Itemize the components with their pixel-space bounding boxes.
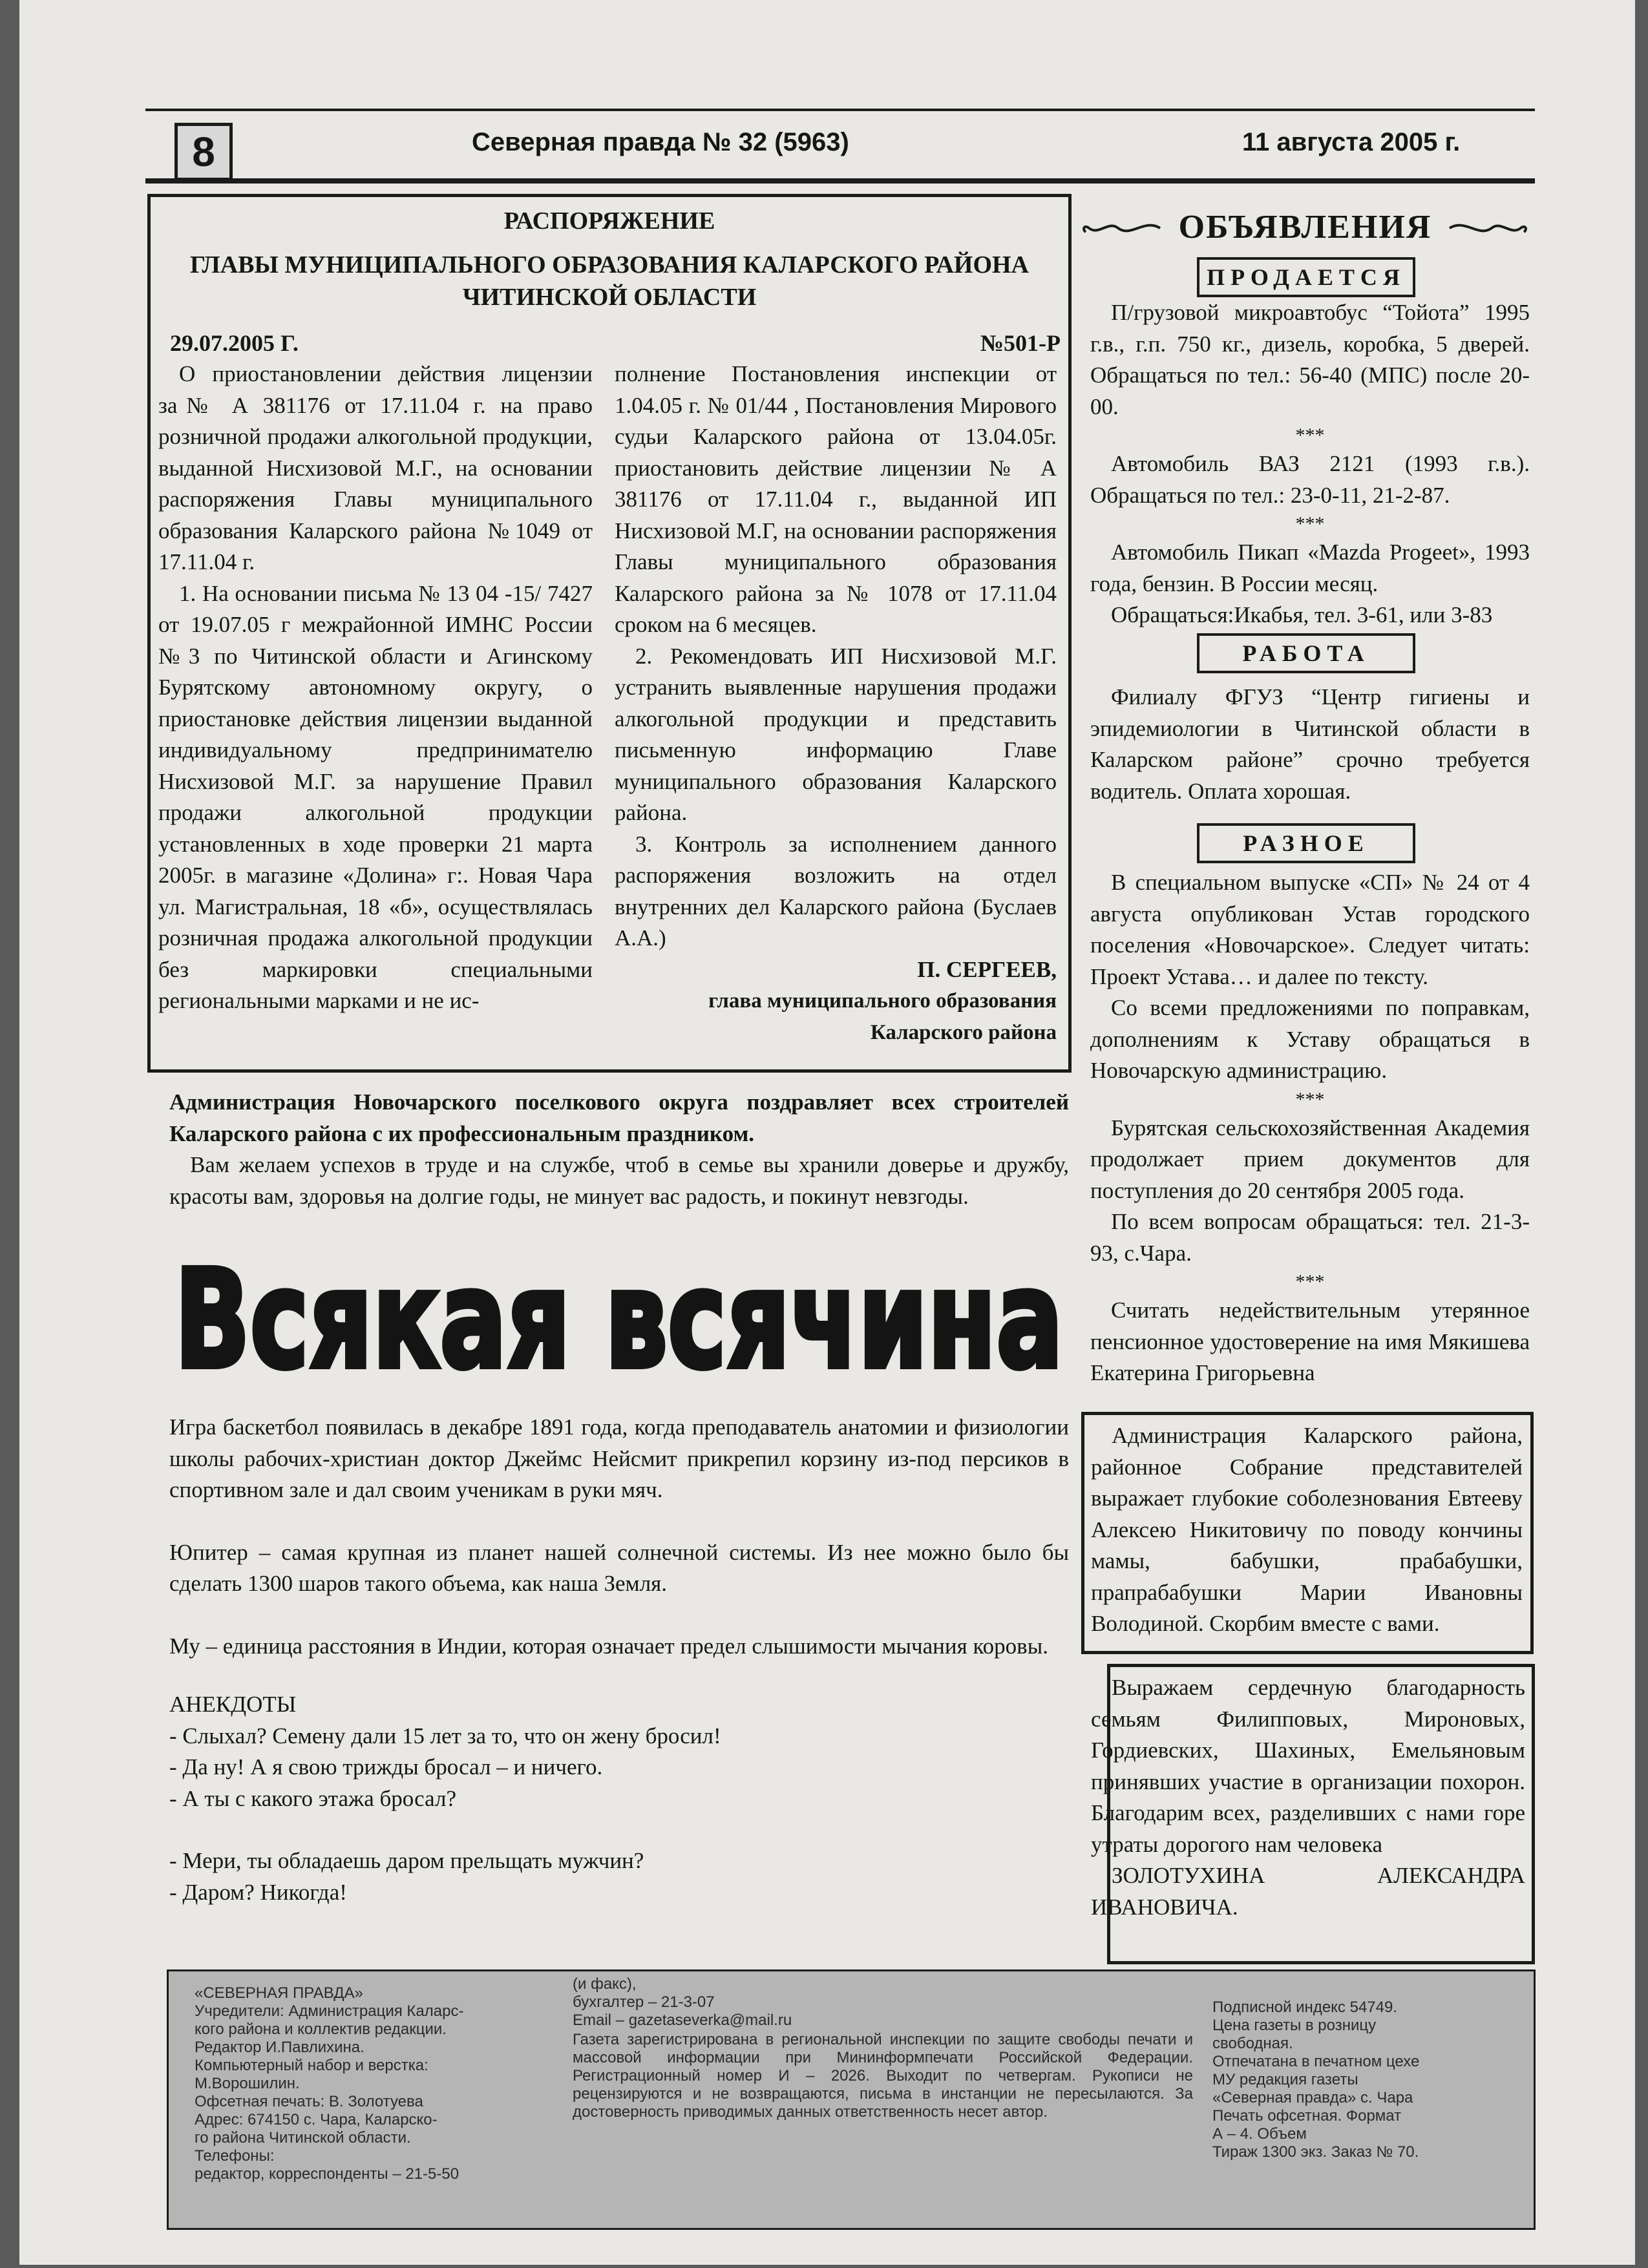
ornament-left-icon xyxy=(1079,215,1163,241)
order-paragraph: полнение Постановления инспекции от 1.04.05 г. № 01/44 , Постановления Мирового судьи Каларского района от 13.04.05г. приостановить действие лицензии № А 381176 от 17.11.04 г., выданной ИП Нисхизовой М.Г, на основании распоряжения Главы муниципального образования Каларского района за № 1078 от 17.11.04 сроком на 6 месяцев. xyxy=(615,361,1057,637)
imprint-registration: Газета зарегистрирована в региональной инспекции по защите свободы печати и массовой информации при Мининформпечати Российской Федерации. Регистрационный номер И – 2026. Выходит по четвергам. Рукописи не рецензируются и не возвращаются, письма в инстанции не пересылаются. За достоверность приводимых данных ответственность несет автор. xyxy=(573,2031,1193,2121)
joke-line: - А ты с какого этажа бросал? xyxy=(169,1785,456,1811)
order-paragraph: 3. Контроль за исполнением данного распоряжения возложить на отдел внутренних дел Каларского района (Буслаев А.А.) xyxy=(615,831,1057,950)
misc-paragraph: Игра баскетбол появилась в декабре 1891 года, когда преподаватель анатомии и физиологии школы рабочих-христиан доктор Джеймс Нейсмит прикрепил корзину из-под персиков в спортивном зале и дал своим ученикам в руки мяч. xyxy=(169,1414,1069,1502)
misc-paragraph: Юпитер – самая крупная из планет нашей солнечной системы. Из нее можно было бы сделать 1300 шаров такого объема, как наша Земля. xyxy=(169,1539,1069,1596)
misc-paragraph: Му – единица расстояния в Индии, которая означает предел слышимости мычания коровы. xyxy=(169,1633,1048,1659)
order-region: ЧИТИНСКОЙ ОБЛАСТИ xyxy=(462,284,757,311)
greeting-heading: Администрация Новочарского поселкового округа поздравляет всех строителей Каларского района с их профессиональным праздником. xyxy=(169,1089,1069,1146)
separator-stars: *** xyxy=(1295,513,1325,534)
misc-headline xyxy=(174,1250,1066,1399)
condolence-text: Администрация Каларского района, районное Собрание представителей выражает глубокие соболезнования Евтееву Алексею Никитовичу по поводу кончины мамы, бабушки, прабабушки, прапрабабушки Марии Ивановны Володиной. Скорбим вместе с вами. xyxy=(1091,1423,1523,1636)
ads-sale-block xyxy=(1090,297,1530,631)
ads-work-block xyxy=(1090,682,1530,807)
order-subtitle: ГЛАВЫ МУНИЦИПАЛЬНОГО ОБРАЗОВАНИЯ КАЛАРСКОГО РАЙОНА xyxy=(189,251,1029,278)
joke-line: - Да ну! А я свою трижды бросал – и ничего. xyxy=(169,1754,603,1780)
joke-line: - Мери, ты обладаешь даром прельщать мужчин? xyxy=(169,1848,644,1873)
ads-title-bar xyxy=(1079,205,1532,251)
condolence-box xyxy=(1081,1412,1534,1654)
joke-line: - Слыхал? Семену дали 15 лет за то, что он жену бросил! xyxy=(169,1723,721,1748)
order-paragraph: 1. На основании письма № 13 04 -15/ 7427 от 19.07.05 г межрайонной ИМНС России №3 по Читинской области и Агинскому Бурятскому автономному округу, о приостановке действия лицензии выданной индивидуальному предпринимателю Нисхизовой М.Г. за нарушение Правил продажи алкогольной продукции установленных в ходе проверки 21 марта 2005г. в магазине «Долина» г:. Новая Чара ул. Магистральная, 18 «б», осуществлялась розничная продажа алкогольной продукции без маркировки специальными региональными марками и не ис- xyxy=(158,580,593,1013)
newspaper-page xyxy=(19,0,1635,2265)
ad-text: Автомобиль ВАЗ 2121 (1993 г.в.). Обращаться по тел.: 23-0-11, 21-2-87. xyxy=(1090,451,1530,508)
ad-text: Бурятская сельскохозяйственная Академия продолжает прием документов для поступления до 20 сентября 2005 года. xyxy=(1090,1115,1530,1203)
imprint-contacts: (и факс), бухгалтер – 21-3-07 Email – gazetaseverka@mail.ru xyxy=(573,1975,792,2029)
thanks-box xyxy=(1091,1664,1535,1964)
order-number: №501-Р xyxy=(980,330,1061,356)
jokes-title: АНЕКДОТЫ xyxy=(169,1692,297,1717)
svg-text:Всякая всячина: Всякая всячина xyxy=(174,1250,1063,1399)
order-paragraph: 2. Рекомендовать ИП Нисхизовой М.Г. устранить выявленные нарушения продажи алкогольной продукции и представить письменную информацию Главе муниципального образования Каларского района. xyxy=(615,643,1057,825)
separator-stars: *** xyxy=(1295,425,1325,446)
ornament-right-icon xyxy=(1446,215,1530,241)
ad-text: В специальном выпуске «СП» № 24 от 4 августа опубликован Устав городского поселения «Новочарское». Следует читать: Проект Устава… и далее по тексту. xyxy=(1090,870,1530,989)
ad-text: Со всеми предложениями по поправкам, дополнениям к Уставу обращаться в Новочарскую администрацию. xyxy=(1090,995,1530,1083)
thanks-text-wrap xyxy=(1091,1672,1525,1923)
order-signer-title: глава муниципального образования xyxy=(708,989,1057,1013)
imprint-box xyxy=(167,1969,1536,2230)
section-misc-label: РАЗНОЕ xyxy=(1197,823,1415,863)
greeting-block xyxy=(169,1087,1069,1212)
ad-text: Обращаться:Икабья, тел. 3-61, или 3-83 xyxy=(1111,602,1493,627)
order-signer-title: Каларского района xyxy=(870,1020,1057,1044)
greeting-text: Вам желаем успехов в труде и на службе, чтоб в семье вы хранили доверье и дружбу, красоты вам, здоровья на долгие годы, не минует вас радость, и покинут невзгоды. xyxy=(169,1152,1069,1209)
section-sale-label: ПРОДАЕТСЯ xyxy=(1197,257,1415,297)
ad-text: Автомобиль Пикап «Mazda Progeet», 1993 года, бензин. В России месяц. xyxy=(1090,540,1530,596)
order-right-column xyxy=(615,359,1057,1048)
ads-title: ОБЪЯВЛЕНИЯ xyxy=(1178,209,1432,246)
masthead: Северная правда № 32 (5963) xyxy=(472,128,849,156)
issue-date: 11 августа 2005 г. xyxy=(1242,128,1461,156)
misc-block xyxy=(169,1412,1069,1908)
imprint-left: «СЕВЕРНАЯ ПРАВДА» Учредители: Администрация Каларс- кого района и коллектив редакции. Редактор И.Павлихина. Компьютерный набор и верстка: М.Ворошилин. Офсетная печать: В. Золотуева Адрес: 674150 с. Чара, Каларско- го района Читинской области. Телефоны: редактор, корреспонденты – 21-5-50 xyxy=(195,1984,464,2183)
separator-stars: *** xyxy=(1295,1271,1325,1292)
section-work-label: РАБОТА xyxy=(1197,633,1415,673)
order-left-column xyxy=(158,359,593,1017)
order-date: 29.07.2005 Г. xyxy=(170,330,299,356)
header-top-rule xyxy=(145,109,1535,111)
order-title: РАСПОРЯЖЕНИЕ xyxy=(503,207,715,235)
joke-line: - Даром? Никогда! xyxy=(169,1879,347,1905)
thanks-text: Выражаем сердечную благодарность семьям Филипповых, Мироновых, Гордиевских, Шахиных, Емельяновым принявших участие в организации похорон. Благодарим всех, разделивших с нами горе утраты дорогого нам человека xyxy=(1091,1675,1525,1857)
ad-text: По всем вопросам обращаться: тел. 21-3-93, с.Чара. xyxy=(1090,1209,1530,1266)
order-signer: П. СЕРГЕЕВ, xyxy=(917,956,1057,982)
thanks-name: ЗОЛОТУХИНА АЛЕКСАНДРА ИВАНОВИЧА. xyxy=(1091,1863,1525,1920)
header-bottom-rule xyxy=(145,178,1535,184)
ads-misc-block xyxy=(1090,867,1530,1389)
ad-text: Филиалу ФГУЗ “Центр гигиены и эпидемиологии в Читинской области в Каларском районе” срочно требуется водитель. Оплата хорошая. xyxy=(1090,684,1530,804)
page-number: 8 xyxy=(174,123,233,181)
ad-text: П/грузовой микроавтобус “Тойота” 1995 г.в., г.п. 750 кг., дизель, коробка, 5 дверей. Обращаться по тел.: 56-40 (МПС) после 20-00. xyxy=(1090,300,1530,419)
order-box xyxy=(147,194,1072,1073)
order-paragraph: О приостановлении действия лицензии за№ А 381176 от 17.11.04 г. на право розничной продажи алкогольной продукции, выданной Нисхизовой М.Г., на основании распоряжения Главы муниципального образования Каларского района №1049 от 17.11.04 г. xyxy=(158,361,593,574)
separator-stars: *** xyxy=(1295,1088,1325,1110)
ad-text: Считать недействительным утерянное пенсионное удостоверение на имя Мякишева Екатерина Григорьевна xyxy=(1090,1297,1530,1385)
condolence-text-wrap xyxy=(1091,1420,1523,1640)
imprint-right: Подписной индекс 54749. Цена газеты в розницу свободная. Отпечатана в печатном цехе МУ редакция газеты «Северная правда» с. Чара Печать офсетная. Формат А – 4. Объем Тираж 1300 экз. Заказ № 70. xyxy=(1212,1999,1420,2161)
